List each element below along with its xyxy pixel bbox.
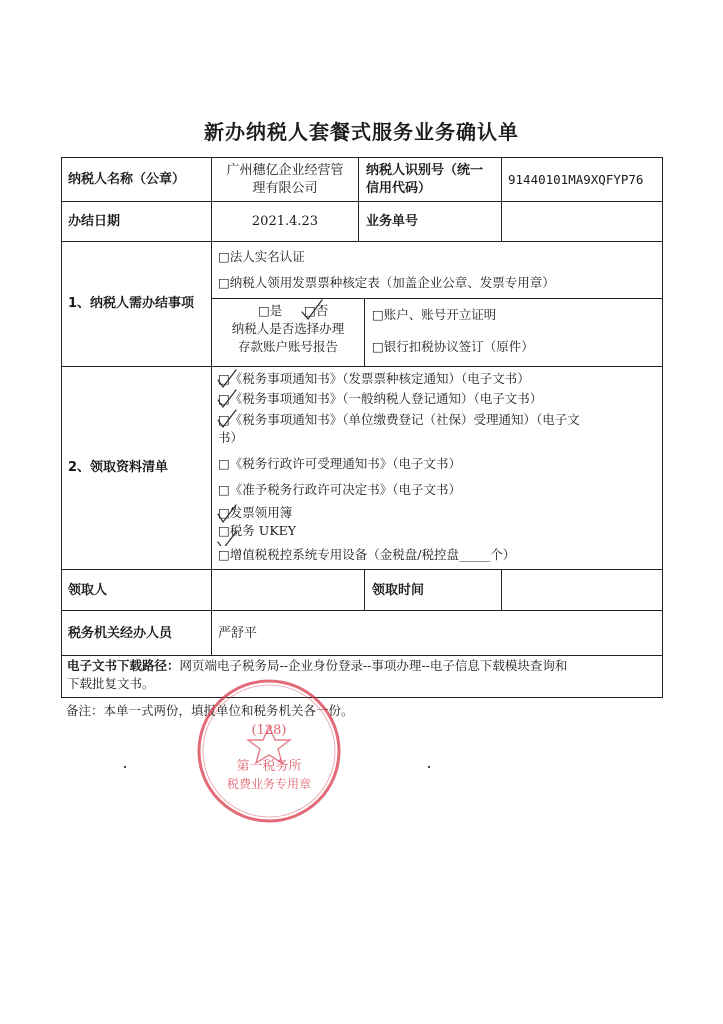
official-seal-icon — [196, 678, 342, 824]
checkbox-invoice-type-notice[interactable]: □《税务事项通知书》（发票票种核定通知）（电子文书） — [218, 371, 530, 386]
receive-time-label: 领取时间 — [372, 583, 425, 598]
checkbox-no[interactable]: □否 — [304, 303, 329, 318]
checkbox-invoice-book[interactable]: □发票领用簿 — [218, 505, 293, 520]
scan-speck — [124, 766, 126, 768]
completion-date-value: 2021.4.23 — [251, 214, 319, 229]
remark-note: 备注：本单一式两份，填报单位和税务机关各一份。 — [66, 703, 354, 718]
checkbox-admin-license-decision[interactable]: □《准予税务行政许可决定书》（电子文书） — [218, 482, 462, 497]
taxpayer-name-label: 纳税人名称（公章） — [68, 172, 186, 187]
download-path: 电子文书下载路径：网页端电子税务局--企业身份登录--事项办理--电子信息下载模块查询和 下载批复文书。 — [67, 658, 568, 691]
handwritten-check-icon — [300, 298, 329, 322]
order-number-label: 业务单号 — [366, 214, 419, 229]
checkbox-tax-control-device[interactable]: □增值税税控系统专用设备（金税盘/税控盘_____个） — [218, 547, 516, 562]
scan-speck — [428, 766, 430, 768]
checkbox-yes[interactable]: □是 — [258, 303, 283, 318]
checkbox-general-taxpayer-notice[interactable]: □《税务事项通知书》（一般纳税人登记通知）（电子文书） — [218, 391, 543, 406]
seal-line2: 税费业务专用章 — [226, 777, 312, 791]
handwritten-check-icon — [214, 366, 244, 546]
checkbox-social-insurance-notice-cont: 书） — [218, 430, 244, 445]
account-report-question: 纳税人是否选择办理 存款账户账号报告 — [231, 321, 345, 354]
seal-line1: 第一税务所 — [236, 759, 302, 774]
checkbox-bank-agreement[interactable]: □银行扣税协议签订（原件） — [372, 339, 534, 354]
page-title: 新办纳税人套餐式服务业务确认单 — [204, 120, 519, 144]
checkbox-invoice-type-form[interactable]: □纳税人领用发票票种核定表（加盖企业公章、发票专用章） — [218, 275, 555, 290]
taxpayer-id-label: 纳税人识别号（统一 信用代码） — [366, 163, 484, 196]
checkbox-social-insurance-notice[interactable]: □《税务事项通知书》（单位缴费登记（社保）受理通知）（电子文 — [218, 412, 580, 427]
taxpayer-id-value: 91440101MA9XQFYP76 — [508, 172, 644, 187]
checkbox-real-name-auth[interactable]: □法人实名认证 — [218, 249, 305, 264]
section1-label: 1、纳税人需办结事项 — [68, 296, 195, 311]
receiver-label: 领取人 — [68, 583, 108, 598]
officer-label: 税务机关经办人员 — [68, 626, 173, 641]
download-path-label: 电子文书下载路径： — [67, 658, 180, 673]
section2-label: 2、领取资料清单 — [68, 460, 169, 475]
seal-number: (128) — [251, 723, 287, 738]
completion-date-label: 办结日期 — [68, 214, 121, 229]
taxpayer-name-value: 广州穗亿企业经营管 理有限公司 — [226, 163, 344, 196]
checkbox-account-proof[interactable]: □账户、账号开立证明 — [372, 307, 497, 322]
checkbox-tax-ukey[interactable]: □税务 UKEY — [218, 523, 297, 538]
checkbox-admin-license-accept[interactable]: □《税务行政许可受理通知书》（电子文书） — [218, 456, 462, 471]
officer-value: 严舒平 — [218, 626, 258, 641]
